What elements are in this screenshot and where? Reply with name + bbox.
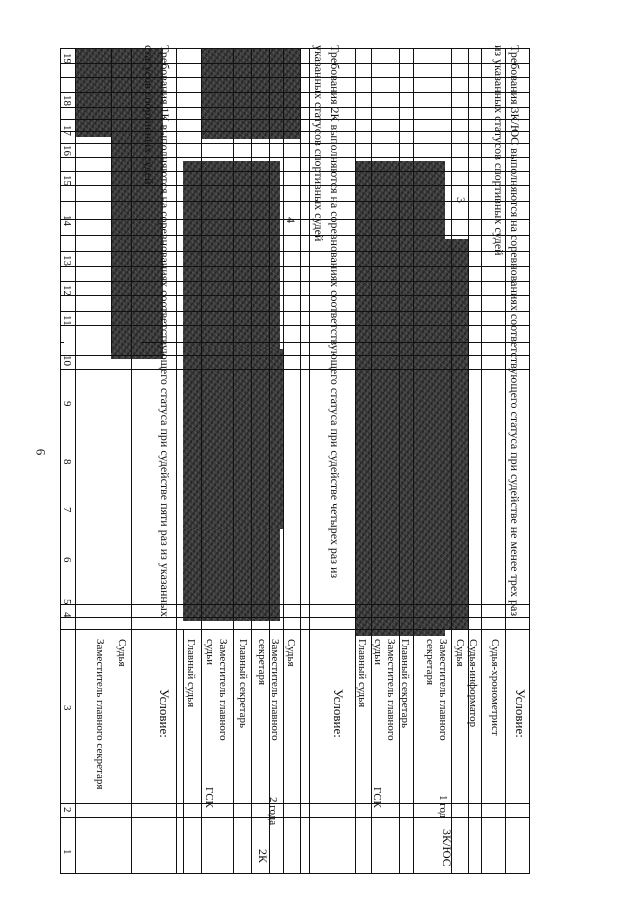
col-number-15: 15 (61, 175, 73, 186)
condition-text-2k: Требования 2К выполняются на соревнованиях соответствующего статуса при судействе четырех раз из указанных статусов спортивных судей (312, 45, 342, 579)
row-2k-chief-secretary: Главный секретарь (237, 639, 249, 728)
col-number-2: 2 (61, 807, 73, 813)
shade-3k-deputy-secretary (421, 239, 469, 629)
rank-2k: 2К (256, 849, 270, 864)
group-gsk-3k: ГСК (371, 787, 383, 808)
top-condition-label: Условие: (157, 689, 172, 738)
group-gsk-2k: ГСК (203, 787, 215, 808)
col-number-18: 18 (61, 95, 73, 106)
col-number-8: 8 (61, 459, 73, 465)
condition-label-3k: Условие: (513, 689, 528, 738)
row-3k-judge: Судья (454, 639, 466, 667)
row-3k-judge-informer: Судья-информатор (467, 639, 479, 728)
col-number-10: 10 (61, 355, 73, 366)
row-3k-judge-timekeeper: Судья-хронометрист (489, 639, 501, 736)
shade-top-judge-b (76, 89, 136, 137)
period-2k: 2 года (267, 797, 279, 826)
row-2k-deputy-chief-judge: Заместитель главного судьи (204, 639, 229, 741)
row-2k-judge: Судья (285, 639, 297, 667)
col-number-16: 16 (61, 145, 73, 156)
col-number-3: 3 (61, 705, 73, 711)
col-number-5: 5 (61, 599, 73, 605)
row-3k-deputy-secretary: Заместитель главного секретаря (424, 639, 449, 741)
page-number: 6 (33, 448, 49, 456)
shade-top-judge-a (76, 49, 111, 89)
row-2k-chief-judge: Главный судья (185, 639, 197, 708)
col-number-7: 7 (61, 507, 73, 513)
col-number-17: 17 (61, 125, 73, 136)
col-number-19: 19 (61, 53, 73, 64)
row-3k-deputy-chief-judge: Заместитель главного судьи (372, 639, 397, 741)
top-condition-text: Требования 1К выполняются на соревнованиях соответствующего статуса при судействе пяти раз из указанных статусов спортивных судей (142, 45, 172, 617)
count-3k: 3 (454, 197, 468, 203)
condition-text-3k: Требования 3К/ЮС выполняются на соревнованиях соответствующего статуса при судействе не менее трех раз из указанных статусов спортивных судей (492, 45, 522, 617)
col-number-6: 6 (61, 557, 73, 563)
top-row-judge: Судья (116, 639, 128, 667)
requirements-table (60, 45, 530, 874)
col-number-14: 14 (61, 215, 73, 226)
top-row-deputy-secretary: Заместитель главного секретаря (94, 639, 106, 790)
col-number-13: 13 (61, 255, 73, 266)
condition-label-2k: Условие: (331, 689, 346, 738)
rank-3k: 3К/ЮС (440, 829, 454, 867)
count-2k: 4 (284, 217, 298, 223)
row-2k-deputy-secretary: Заместитель главного секретаря (256, 639, 281, 741)
col-number-9: 9 (61, 401, 73, 407)
col-number-12: 12 (61, 285, 73, 296)
col-number-4: 4 (61, 612, 73, 618)
row-3k-chief-secretary: Главный секретарь (399, 639, 411, 728)
row-3k-chief-judge: Главный судья (356, 639, 368, 708)
period-3k: 1 год (437, 795, 449, 819)
col-number-11: 11 (61, 315, 73, 326)
col-number-1: 1 (61, 849, 73, 855)
